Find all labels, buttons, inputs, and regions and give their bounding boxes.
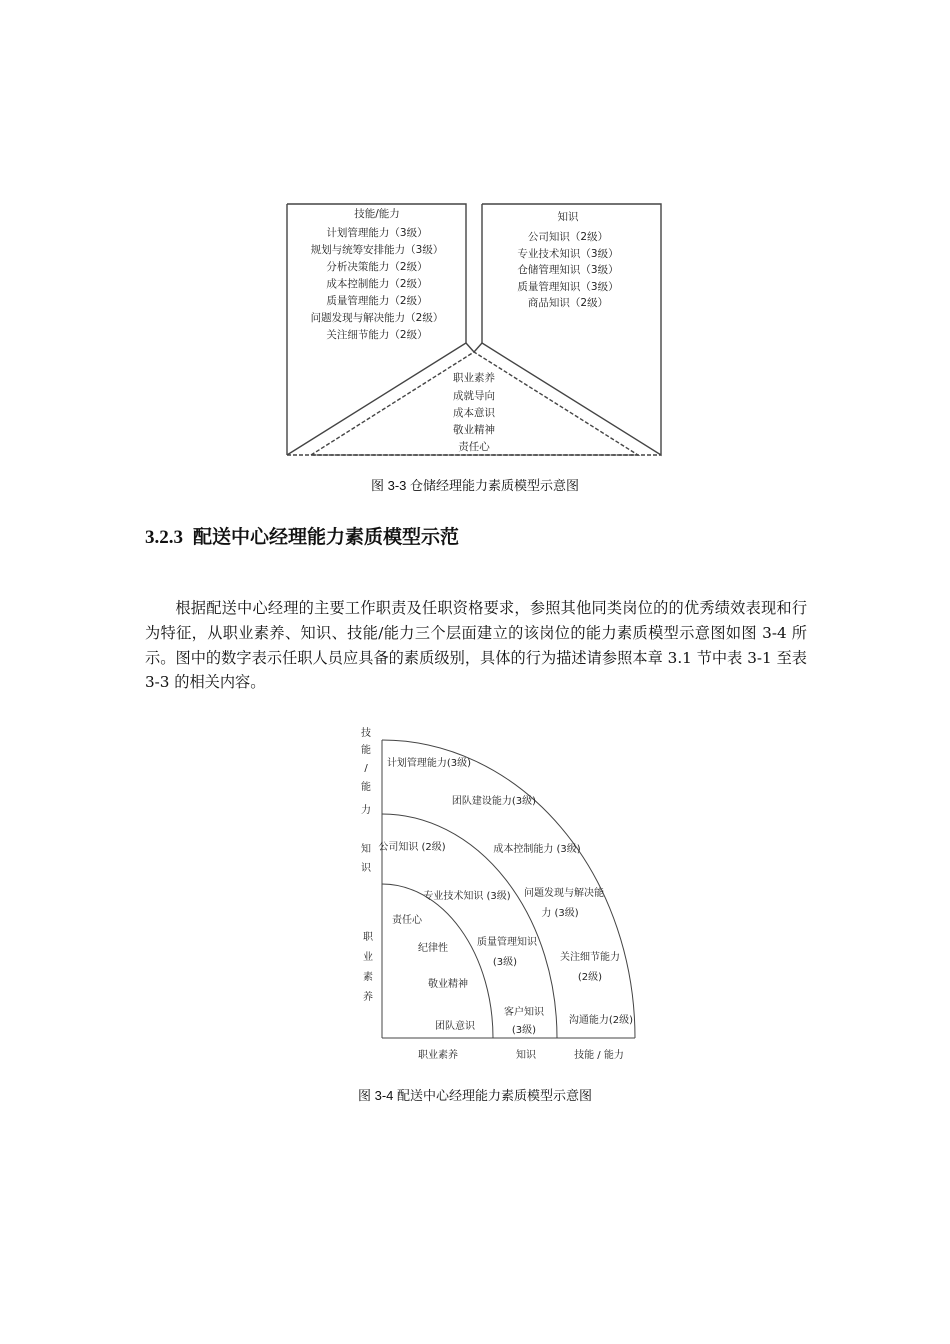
left-label-professional-char: 养	[363, 992, 373, 1003]
bottom-label-professional: 职业素养	[418, 1050, 458, 1061]
knowledge-item: (3级)	[511, 1025, 537, 1036]
skills-item: 计划管理能力（3级）	[326, 227, 428, 239]
skills-item: 规划与统筹安排能力（3级）	[310, 244, 444, 256]
body-paragraph: 根据配送中心经理的主要工作职责及任职资格要求，参照其他同类岗位的的优秀绩效表现和行为特征，从职业素养、知识、技能/能力三个层面建立的该岗位的能力素质模型示意图如图 3-4 所示。图中的数字表示任职人员应具备的素质级别，具体的行为描述请参照本章 3.1 节中表 3-1 至表 3-3 的相关内容。	[145, 599, 807, 692]
skills-item: 问题发现与解决能	[524, 888, 604, 899]
figure-3-3-diagram	[0, 0, 950, 470]
skills-item: 力 (3级)	[541, 908, 579, 919]
skills-item: (2级)	[577, 972, 603, 983]
figure-3-4-diagram	[340, 718, 660, 1068]
knowledge-item: 仓储管理知识（3级）	[517, 264, 619, 276]
professional-title: 职业素养	[453, 372, 495, 384]
left-label-skills-char: 能	[361, 745, 371, 756]
professional-item: 纪律性	[418, 943, 448, 954]
knowledge-item: 公司知识（2级）	[527, 231, 609, 243]
professional-item: 成本意识	[453, 407, 495, 419]
professional-item: 责任心	[458, 441, 490, 453]
skills-item: 计划管理能力(3级)	[386, 758, 472, 769]
knowledge-item: 质量管理知识	[477, 937, 537, 948]
professional-item: 敬业精神	[428, 979, 468, 990]
left-label-skills-char: /	[364, 763, 368, 774]
skills-item: 质量管理能力（2级）	[326, 295, 428, 307]
professional-triangle-outline	[311, 352, 638, 455]
inner-arc-professional	[382, 884, 493, 1038]
left-label-professional-char: 职	[363, 932, 373, 943]
professional-item: 敬业精神	[453, 424, 495, 436]
knowledge-item: (3级)	[492, 957, 518, 968]
knowledge-item: 专业技术知识 (3级)	[423, 891, 511, 902]
skills-item: 分析决策能力（2级）	[326, 261, 428, 273]
skills-item: 团队建设能力(3级)	[451, 796, 537, 807]
skills-title: 技能/能力	[354, 208, 400, 220]
knowledge-item: 公司知识 (2级)	[378, 842, 446, 853]
skills-item: 关注细节能力（2级）	[326, 329, 428, 341]
left-label-skills-char: 技	[361, 728, 371, 739]
figure-3-3-caption: 图 3-3 仓储经理能力素质模型示意图	[370, 478, 579, 493]
knowledge-title: 知识	[557, 211, 579, 223]
knowledge-item: 专业技术知识（3级）	[517, 248, 619, 260]
professional-item: 团队意识	[435, 1021, 475, 1032]
knowledge-item: 客户知识	[504, 1007, 544, 1018]
skills-item: 关注细节能力	[560, 952, 620, 963]
figure-3-4-caption: 图 3-4 配送中心经理能力素质模型示意图	[357, 1088, 592, 1103]
section-title: 配送中心经理能力素质模型示范	[193, 526, 460, 548]
left-label-skills-char: 能	[361, 782, 371, 793]
bottom-label-skills: 技能 / 能力	[574, 1050, 624, 1061]
skills-item: 沟通能力(2级)	[568, 1015, 634, 1026]
skills-item: 成本控制能力（2级）	[326, 278, 428, 290]
skills-item: 问题发现与解决能力（2级）	[310, 312, 444, 324]
knowledge-item: 商品知识（2级）	[527, 297, 609, 309]
bottom-label-knowledge: 知识	[516, 1050, 536, 1061]
section-number: 3.2.3	[145, 527, 183, 548]
skills-item: 成本控制能力 (3级)	[493, 844, 581, 855]
left-label-professional-char: 素	[363, 972, 373, 983]
left-label-skills-char: 力	[361, 805, 371, 816]
section-heading	[145, 522, 459, 549]
professional-item: 责任心	[392, 915, 422, 926]
left-label-knowledge-char: 知	[361, 844, 371, 855]
knowledge-item: 质量管理知识（3级）	[517, 281, 619, 293]
left-label-knowledge-char: 识	[361, 863, 371, 874]
left-label-professional-char: 业	[363, 952, 373, 963]
professional-item: 成就导向	[453, 390, 495, 402]
